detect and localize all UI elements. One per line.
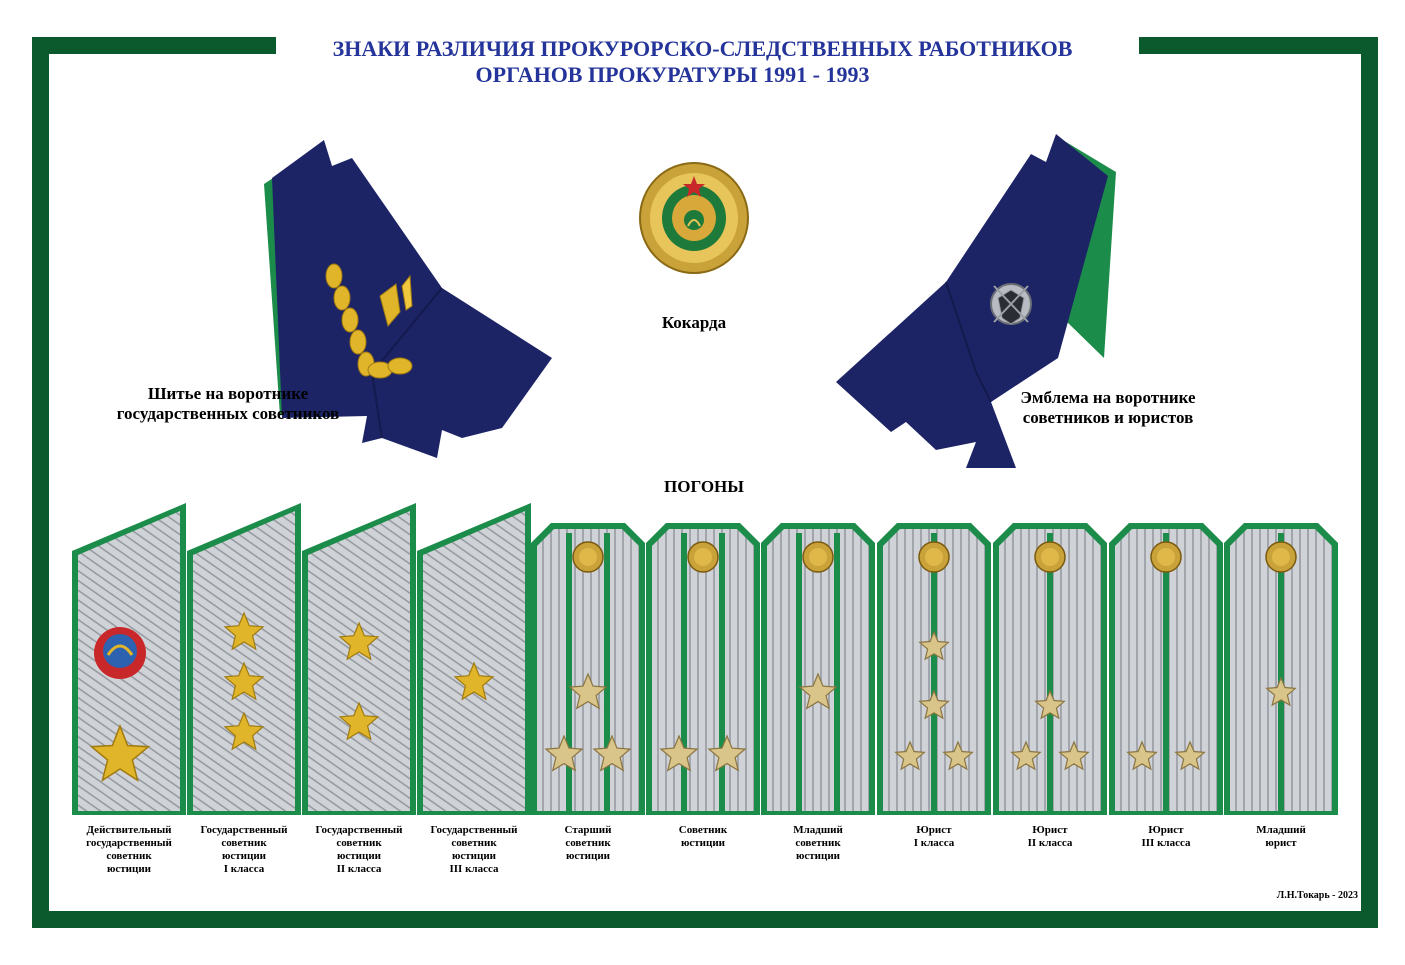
shoulder-board-caption — [876, 824, 992, 850]
caption-line: I класса — [913, 837, 955, 849]
shoulder-board-caption — [1108, 824, 1224, 850]
title-line-1: ЗНАКИ РАЗЛИЧИЯ ПРОКУРОРСКО-СЛЕДСТВЕННЫХ РАБОТНИКОВ — [332, 36, 1073, 61]
caption-line: советник — [795, 837, 841, 849]
board-button-icon — [803, 542, 833, 572]
shoulder-board — [187, 503, 301, 815]
shoulder-board — [1109, 523, 1223, 815]
board-button-icon — [1151, 542, 1181, 572]
caption-line: юрист — [1265, 837, 1297, 849]
caption-line: советник — [221, 837, 267, 849]
signature: Л.Н.Токарь - 2023 — [1276, 890, 1358, 901]
caption-line: советник — [565, 837, 611, 849]
shoulder-board — [302, 503, 416, 815]
shoulder-board — [877, 523, 991, 815]
caption-line: юстиции — [565, 850, 611, 862]
shoulder-board — [993, 523, 1107, 815]
frame-left — [32, 37, 49, 928]
caption-line: Государственный — [315, 824, 403, 836]
caption-line: юстиции — [680, 837, 726, 849]
shoulder-board — [72, 503, 186, 815]
collar-left-label: Шитье на воротнике государственных советников — [116, 384, 340, 423]
caption-line: Юрист — [1032, 824, 1068, 836]
caption-line: юстиции — [336, 850, 382, 862]
board-button-icon — [1266, 542, 1296, 572]
title-line-2: ОРГАНОВ ПРОКУРАТУРЫ 1991 - 1993 — [475, 62, 870, 87]
caption-line: Юрист — [916, 824, 952, 836]
board-button-icon — [573, 542, 603, 572]
caption-line: государственный — [86, 837, 172, 849]
caption-line: Государственный — [430, 824, 518, 836]
shoulder-board — [531, 523, 645, 815]
caption-line: Юрист — [1148, 824, 1184, 836]
cockade-label: Кокарда — [661, 313, 727, 332]
caption-line: советник — [451, 837, 497, 849]
board-button-icon — [919, 542, 949, 572]
board-button-icon — [1035, 542, 1065, 572]
caption-line: I класса — [223, 863, 265, 875]
page-title — [0, 36, 1405, 88]
prosecutor-emblem-icon — [991, 284, 1031, 324]
frame-bottom — [32, 911, 1378, 928]
shoulder-board — [761, 523, 875, 815]
shoulder-boards-label: ПОГОНЫ — [664, 477, 744, 496]
caption-line: Старший — [564, 824, 612, 836]
shoulder-board-caption — [186, 824, 302, 876]
shoulder-board-caption — [530, 824, 646, 863]
caption-line: Младший — [1256, 824, 1306, 836]
shoulder-board — [646, 523, 760, 815]
caption-line: Советник — [678, 824, 728, 836]
shoulder-board — [1224, 523, 1338, 815]
caption-line: Государственный — [200, 824, 288, 836]
shoulder-board-caption — [760, 824, 876, 863]
collar-right-label: Эмблема на воротнике советников и юристов — [1020, 388, 1196, 427]
ussr-emblem-icon — [94, 627, 146, 679]
board-button-icon — [688, 542, 718, 572]
shoulder-board-caption — [992, 824, 1108, 850]
caption-line: Младший — [793, 824, 843, 836]
shoulder-board — [417, 503, 531, 815]
shoulder-board-caption — [71, 824, 187, 876]
caption-line: юстиции — [221, 850, 267, 862]
frame-right — [1361, 37, 1378, 928]
shoulder-board-caption — [416, 824, 532, 876]
caption-line: юстиции — [451, 850, 497, 862]
shoulder-board-caption — [645, 824, 761, 850]
caption-line: II класса — [336, 863, 382, 875]
caption-line: Действительный — [86, 824, 172, 836]
caption-line: юстиции — [106, 863, 152, 875]
caption-line: III класса — [449, 863, 499, 875]
caption-line: советник — [106, 850, 152, 862]
shoulder-board-caption — [1223, 824, 1339, 850]
caption-line: III класса — [1141, 837, 1191, 849]
caption-line: II класса — [1027, 837, 1073, 849]
caption-line: юстиции — [795, 850, 841, 862]
shoulder-board-caption — [301, 824, 417, 876]
caption-line: советник — [336, 837, 382, 849]
cockade-icon — [638, 162, 750, 274]
